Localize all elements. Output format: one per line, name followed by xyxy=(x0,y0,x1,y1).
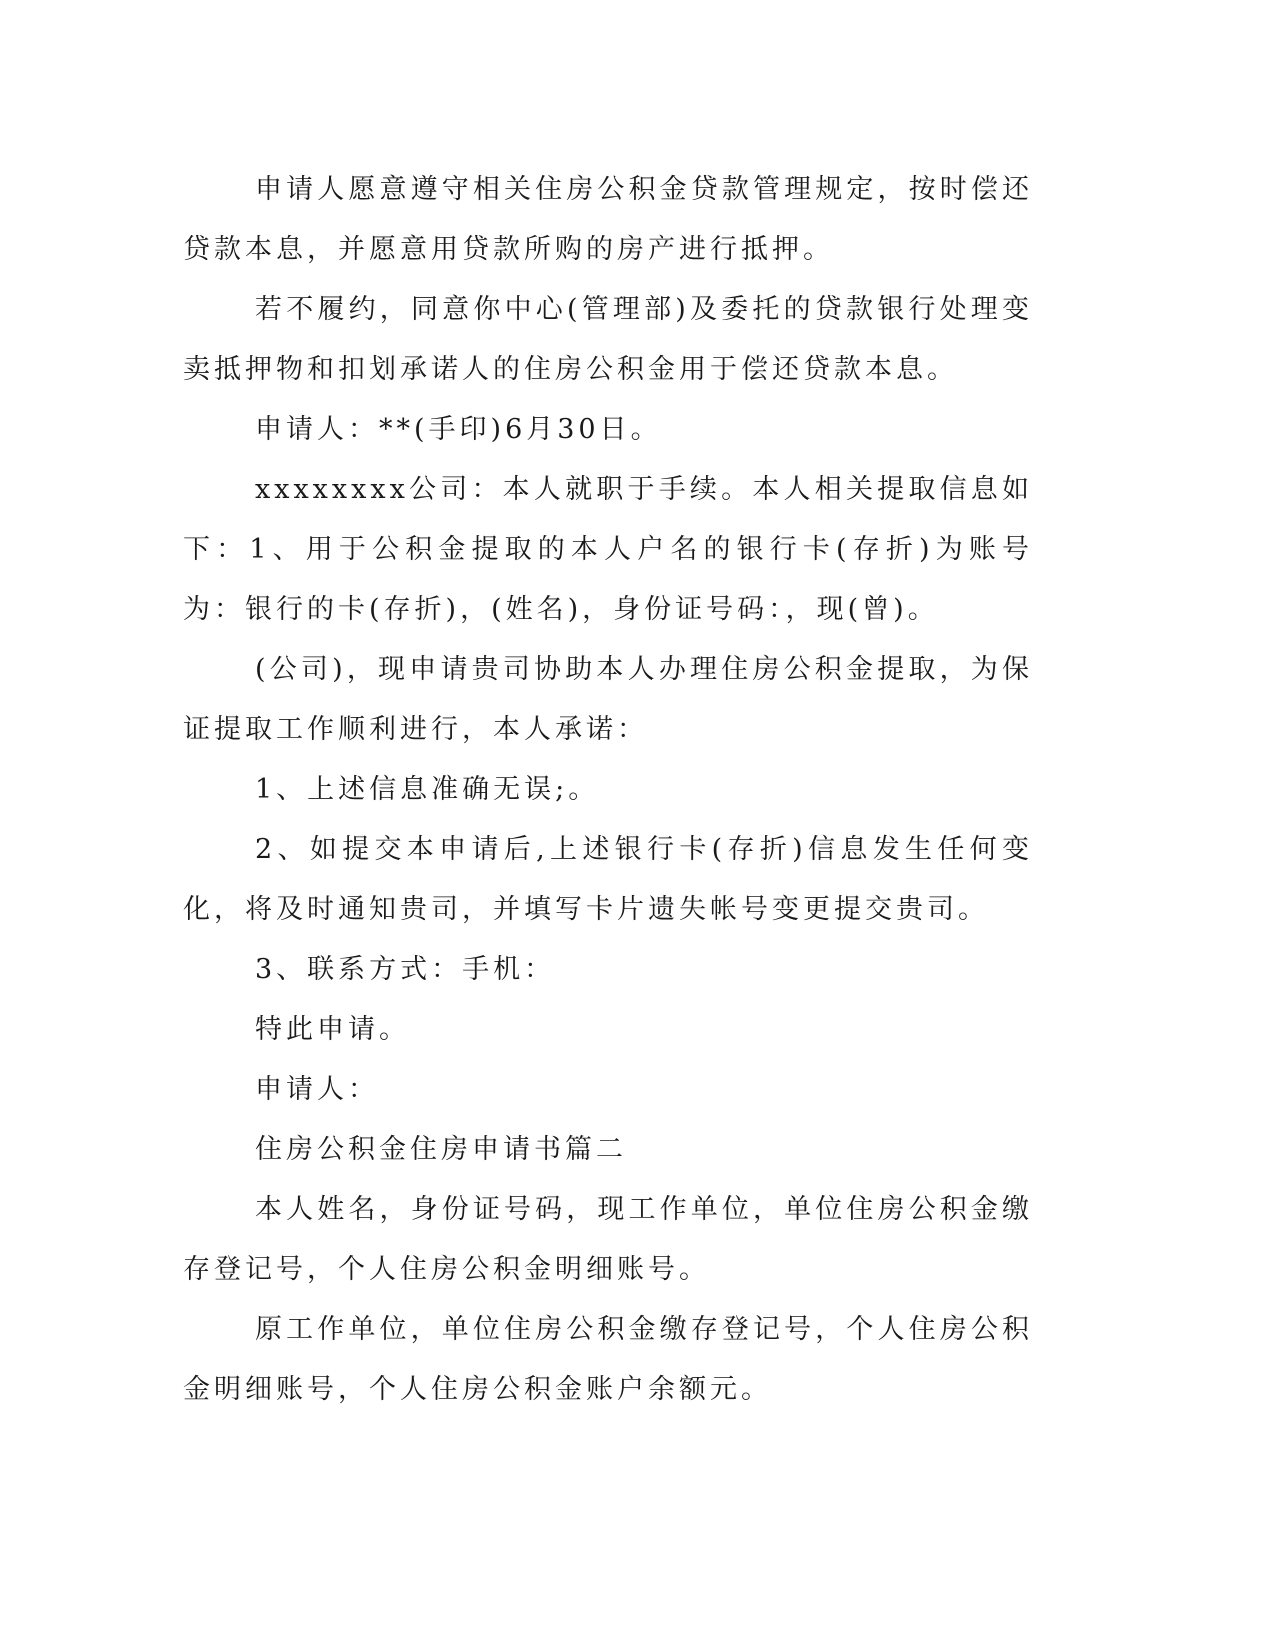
paragraph-withdrawal-request: (公司)，现申请贵司协助本人办理住房公积金提取，为保证提取工作顺利进行，本人承诺： xyxy=(183,654,1033,745)
document-body xyxy=(183,160,1033,1420)
paragraph-commitment-3: 3、联系方式：手机： xyxy=(255,954,556,985)
section-heading: 住房公积金住房申请书篇二 xyxy=(255,1134,627,1165)
paragraph-commitment-1: 1、上述信息准确无误;。 xyxy=(255,774,600,805)
paragraph-applicant-signature: 申请人：**(手印)6月30日。 xyxy=(255,414,662,445)
paragraph-closing: 特此申请。 xyxy=(255,1014,410,1045)
paragraph-default-consent: 若不履约，同意你中心(管理部)及委托的贷款银行处理变卖抵押物和扣划承诺人的住房公积金用于偿还贷款本息。 xyxy=(183,294,1033,385)
paragraph-loan-compliance: 申请人愿意遵守相关住房公积金贷款管理规定，按时偿还贷款本息，并愿意用贷款所购的房产进行抵押。 xyxy=(183,174,1033,265)
paragraph-company-address: xxxxxxxx公司：本人就职于手续。本人相关提取信息如下：1、用于公积金提取的本人户名的银行卡(存折)为账号为：银行的卡(存折)，(姓名)，身份证号码：，现(曾)。 xyxy=(183,474,1033,625)
paragraph-applicant-label: 申请人： xyxy=(255,1074,379,1105)
paragraph-commitment-2: 2、如提交本申请后,上述银行卡(存折)信息发生任何变化，将及时通知贵司，并填写卡片遗失帐号变更提交贵司。 xyxy=(183,834,1033,925)
paragraph-personal-info: 本人姓名，身份证号码，现工作单位，单位住房公积金缴存登记号，个人住房公积金明细账号。 xyxy=(183,1194,1033,1285)
paragraph-previous-employer: 原工作单位，单位住房公积金缴存登记号，个人住房公积金明细账号，个人住房公积金账户余额元。 xyxy=(183,1314,1033,1405)
